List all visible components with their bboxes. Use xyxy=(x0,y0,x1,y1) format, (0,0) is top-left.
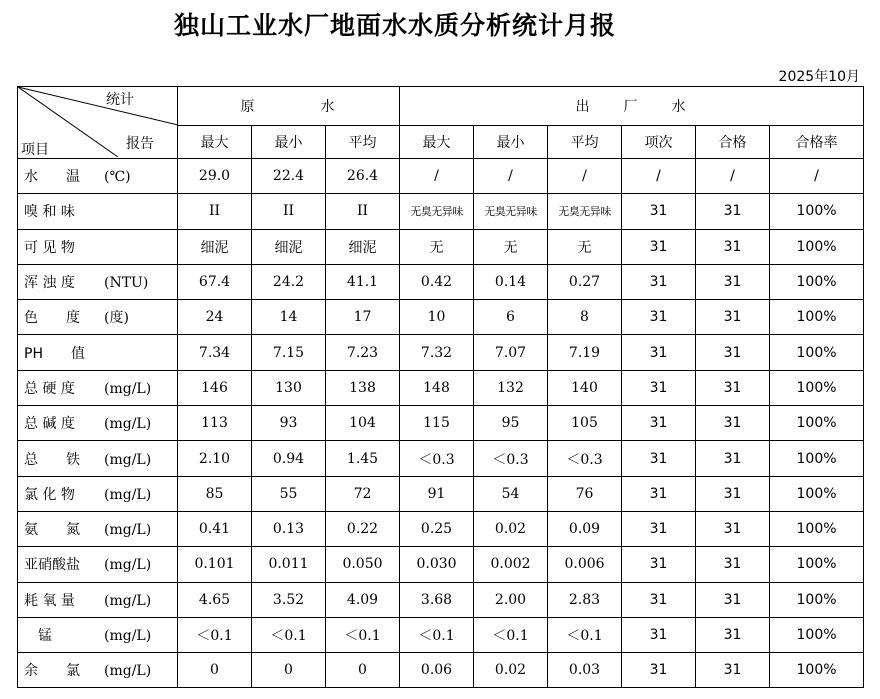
row-parameter-name: PH 值 xyxy=(24,345,85,362)
col-header-raw-2: 平均 xyxy=(326,126,400,159)
table-cell: 0.06 xyxy=(400,653,474,688)
table-cell: / xyxy=(548,159,622,194)
table-cell: 0 xyxy=(252,653,326,688)
table-cell: 100% xyxy=(770,300,864,335)
table-cell: 0.13 xyxy=(252,511,326,546)
header-row-groups xyxy=(18,87,864,126)
table-cell: ＜0.3 xyxy=(474,441,548,476)
row-label-cell xyxy=(18,300,178,335)
table-cell: ＜0.1 xyxy=(400,617,474,652)
table-cell: 细泥 xyxy=(326,229,400,264)
corner-header-cell xyxy=(18,87,178,159)
row-label-cell xyxy=(18,582,178,617)
table-cell: 0.27 xyxy=(548,264,622,299)
row-parameter-unit: (mg/L) xyxy=(104,486,152,503)
table-row xyxy=(18,264,864,299)
table-cell: 72 xyxy=(326,476,400,511)
table-cell: 0.006 xyxy=(548,547,622,582)
table-row xyxy=(18,229,864,264)
table-cell: 0.25 xyxy=(400,511,474,546)
col-header-out-2: 平均 xyxy=(548,126,622,159)
table-cell: 0.14 xyxy=(474,264,548,299)
row-label-cell xyxy=(18,159,178,194)
table-cell: 31 xyxy=(622,264,696,299)
table-row xyxy=(18,194,864,229)
table-cell: 31 xyxy=(696,582,770,617)
row-parameter-unit: (度) xyxy=(104,310,129,327)
table-cell: 24 xyxy=(178,300,252,335)
table-cell: 31 xyxy=(696,264,770,299)
report-title: 独山工业水厂地面水水质分析统计月报 xyxy=(173,11,616,40)
row-parameter-name: 亚硝酸盐 xyxy=(24,557,80,574)
table-cell: 7.23 xyxy=(326,335,400,370)
table-cell: ＜0.3 xyxy=(400,441,474,476)
table-cell: 100% xyxy=(770,406,864,441)
table-cell: 0.101 xyxy=(178,547,252,582)
table-cell: 100% xyxy=(770,335,864,370)
table-cell: 14 xyxy=(252,300,326,335)
row-parameter-name: 总 硬 度 xyxy=(24,380,75,397)
row-label-cell xyxy=(18,335,178,370)
table-cell: 6 xyxy=(474,300,548,335)
table-cell: 无 xyxy=(548,229,622,264)
table-cell: ＜0.1 xyxy=(252,617,326,652)
table-cell: 130 xyxy=(252,370,326,405)
table-cell: 31 xyxy=(696,370,770,405)
water-quality-table xyxy=(17,86,864,688)
row-parameter-name: 嗅 和 味 xyxy=(24,204,75,221)
table-cell: 7.07 xyxy=(474,335,548,370)
report-date: 2025年10月 xyxy=(778,69,860,85)
table-cell: 7.15 xyxy=(252,335,326,370)
table-row xyxy=(18,159,864,194)
corner-label-stat: 统计 xyxy=(106,92,134,108)
row-parameter-unit: (mg/L) xyxy=(104,628,152,644)
table-cell: 无臭无异味 xyxy=(400,194,474,229)
table-cell: 31 xyxy=(622,582,696,617)
row-parameter-unit: (mg/L) xyxy=(104,416,152,433)
table-cell: II xyxy=(252,194,326,229)
table-cell: 24.2 xyxy=(252,264,326,299)
row-parameter-unit: (mg/L) xyxy=(104,557,152,574)
table-cell: 2.83 xyxy=(548,582,622,617)
table-cell: 100% xyxy=(770,653,864,688)
row-parameter-name: 氯 化 物 xyxy=(24,486,75,503)
col-header-out-0: 最大 xyxy=(400,126,474,159)
table-row xyxy=(18,370,864,405)
table-cell: 105 xyxy=(548,406,622,441)
col-header-out-1: 最小 xyxy=(474,126,548,159)
table-cell: 0 xyxy=(326,653,400,688)
row-label-cell xyxy=(18,229,178,264)
table-row xyxy=(18,406,864,441)
row-parameter-name: 浑 浊 度 xyxy=(24,275,75,292)
table-cell: 无臭无异味 xyxy=(474,194,548,229)
group-header-raw-water: 原 水 xyxy=(178,87,400,126)
table-cell: 0.94 xyxy=(252,441,326,476)
table-cell: 细泥 xyxy=(178,229,252,264)
row-label-cell xyxy=(18,617,178,652)
table-cell: 31 xyxy=(696,229,770,264)
table-cell: 100% xyxy=(770,511,864,546)
table-cell: 31 xyxy=(696,547,770,582)
table-cell: 31 xyxy=(622,406,696,441)
table-cell: 17 xyxy=(326,300,400,335)
table-cell: 95 xyxy=(474,406,548,441)
col-header-raw-0: 最大 xyxy=(178,126,252,159)
table-cell: 138 xyxy=(326,370,400,405)
table-cell: 100% xyxy=(770,476,864,511)
row-parameter-unit: (mg/L) xyxy=(104,451,152,468)
table-cell: 31 xyxy=(696,335,770,370)
table-cell: 93 xyxy=(252,406,326,441)
table-cell: 67.4 xyxy=(178,264,252,299)
table-cell: 104 xyxy=(326,406,400,441)
row-parameter-name: 锰 xyxy=(24,628,52,644)
table-cell: 4.09 xyxy=(326,582,400,617)
table-cell: 2.00 xyxy=(474,582,548,617)
table-cell: 31 xyxy=(622,300,696,335)
table-cell: 31 xyxy=(696,653,770,688)
table-cell: 132 xyxy=(474,370,548,405)
table-cell: 0.011 xyxy=(252,547,326,582)
table-row xyxy=(18,653,864,688)
table-cell: ＜0.1 xyxy=(326,617,400,652)
group-header-outlet-water: 出 厂 水 xyxy=(400,87,864,126)
table-cell: 31 xyxy=(696,194,770,229)
row-parameter-name: 色 度 xyxy=(24,310,80,327)
table-cell: 41.1 xyxy=(326,264,400,299)
row-parameter-name: 氨 氮 xyxy=(24,522,80,539)
table-cell: 7.34 xyxy=(178,335,252,370)
table-cell: 91 xyxy=(400,476,474,511)
table-cell: 0.42 xyxy=(400,264,474,299)
table-cell: 10 xyxy=(400,300,474,335)
table-cell: ＜0.3 xyxy=(548,441,622,476)
row-label-cell xyxy=(18,653,178,688)
row-parameter-name: 水 温 xyxy=(24,169,80,186)
row-label-cell xyxy=(18,476,178,511)
table-cell: 100% xyxy=(770,194,864,229)
table-cell: 31 xyxy=(622,653,696,688)
table-cell: 0.030 xyxy=(400,547,474,582)
table-cell: 3.68 xyxy=(400,582,474,617)
table-row xyxy=(18,617,864,652)
table-cell: 31 xyxy=(696,617,770,652)
table-cell: 31 xyxy=(696,476,770,511)
table-cell: 85 xyxy=(178,476,252,511)
table-cell: 100% xyxy=(770,617,864,652)
table-row xyxy=(18,511,864,546)
table-cell: 0.03 xyxy=(548,653,622,688)
table-cell: 细泥 xyxy=(252,229,326,264)
table-cell: 31 xyxy=(696,511,770,546)
row-parameter-unit: (mg/L) xyxy=(104,663,152,680)
row-label-cell xyxy=(18,370,178,405)
table-cell: 100% xyxy=(770,582,864,617)
corner-label-item: 项目 xyxy=(21,142,49,158)
table-cell: 31 xyxy=(622,229,696,264)
table-cell: 8 xyxy=(548,300,622,335)
table-cell: 26.4 xyxy=(326,159,400,194)
table-cell: ＜0.1 xyxy=(178,617,252,652)
row-parameter-unit: (mg/L) xyxy=(104,592,152,609)
table-cell: 146 xyxy=(178,370,252,405)
row-parameter-unit: (℃) xyxy=(104,169,131,186)
table-row xyxy=(18,300,864,335)
row-label-cell xyxy=(18,264,178,299)
table-cell: 无 xyxy=(474,229,548,264)
corner-label-report: 报告 xyxy=(126,136,154,152)
table-cell: 0.02 xyxy=(474,511,548,546)
row-parameter-name: 总 铁 xyxy=(24,451,80,468)
row-parameter-unit: (mg/L) xyxy=(104,380,152,397)
table-cell: 31 xyxy=(696,300,770,335)
table-cell: 0.002 xyxy=(474,547,548,582)
table-cell: 31 xyxy=(622,370,696,405)
table-cell: 31 xyxy=(622,441,696,476)
table-cell: 113 xyxy=(178,406,252,441)
table-row xyxy=(18,476,864,511)
table-cell: 2.10 xyxy=(178,441,252,476)
table-cell: 29.0 xyxy=(178,159,252,194)
row-label-cell xyxy=(18,406,178,441)
col-header-raw-1: 最小 xyxy=(252,126,326,159)
table-cell: 31 xyxy=(622,511,696,546)
row-parameter-name: 余 氯 xyxy=(24,663,80,680)
table-cell: 3.52 xyxy=(252,582,326,617)
table-cell: 22.4 xyxy=(252,159,326,194)
table-cell: / xyxy=(696,159,770,194)
table-row xyxy=(18,335,864,370)
table-cell: 31 xyxy=(696,441,770,476)
table-cell: 0.02 xyxy=(474,653,548,688)
table-cell: 7.19 xyxy=(548,335,622,370)
table-cell: 无臭无异味 xyxy=(548,194,622,229)
row-parameter-name: 耗 氧 量 xyxy=(24,592,75,609)
table-cell: 31 xyxy=(696,406,770,441)
row-label-cell xyxy=(18,511,178,546)
table-cell: 31 xyxy=(622,194,696,229)
table-cell: / xyxy=(622,159,696,194)
row-parameter-name: 可 见 物 xyxy=(24,239,75,256)
table-cell: 31 xyxy=(622,476,696,511)
table-cell: II xyxy=(326,194,400,229)
col-header-out-5: 合格率 xyxy=(770,126,864,159)
table-cell: 55 xyxy=(252,476,326,511)
col-header-out-4: 合格 xyxy=(696,126,770,159)
table-cell: 31 xyxy=(622,547,696,582)
table-cell: 76 xyxy=(548,476,622,511)
table-cell: 140 xyxy=(548,370,622,405)
table-cell: 0.050 xyxy=(326,547,400,582)
table-cell: / xyxy=(770,159,864,194)
table-cell: 无 xyxy=(400,229,474,264)
table-cell: II xyxy=(178,194,252,229)
table-cell: 0.22 xyxy=(326,511,400,546)
table-cell: 100% xyxy=(770,547,864,582)
row-label-cell xyxy=(18,547,178,582)
table-cell: 100% xyxy=(770,441,864,476)
table-row xyxy=(18,547,864,582)
row-parameter-unit: (NTU) xyxy=(104,275,149,292)
table-cell: 100% xyxy=(770,229,864,264)
table-row xyxy=(18,582,864,617)
table-cell: 148 xyxy=(400,370,474,405)
row-label-cell xyxy=(18,194,178,229)
table-cell: 100% xyxy=(770,370,864,405)
row-parameter-unit: (mg/L) xyxy=(104,522,152,539)
table-cell: ＜0.1 xyxy=(548,617,622,652)
table-cell: 0.09 xyxy=(548,511,622,546)
table-cell: 4.65 xyxy=(178,582,252,617)
table-cell: ＜0.1 xyxy=(474,617,548,652)
table-row xyxy=(18,441,864,476)
table-cell: 31 xyxy=(622,617,696,652)
table-cell: 115 xyxy=(400,406,474,441)
col-header-out-3: 项次 xyxy=(622,126,696,159)
table-cell: 0 xyxy=(178,653,252,688)
table-cell: 7.32 xyxy=(400,335,474,370)
table-cell: 54 xyxy=(474,476,548,511)
table-cell: 31 xyxy=(622,335,696,370)
table-cell: 1.45 xyxy=(326,441,400,476)
row-parameter-name: 总 碱 度 xyxy=(24,416,75,433)
table-cell: / xyxy=(400,159,474,194)
table-cell: 0.41 xyxy=(178,511,252,546)
table-cell: / xyxy=(474,159,548,194)
table-cell: 100% xyxy=(770,264,864,299)
row-label-cell xyxy=(18,441,178,476)
